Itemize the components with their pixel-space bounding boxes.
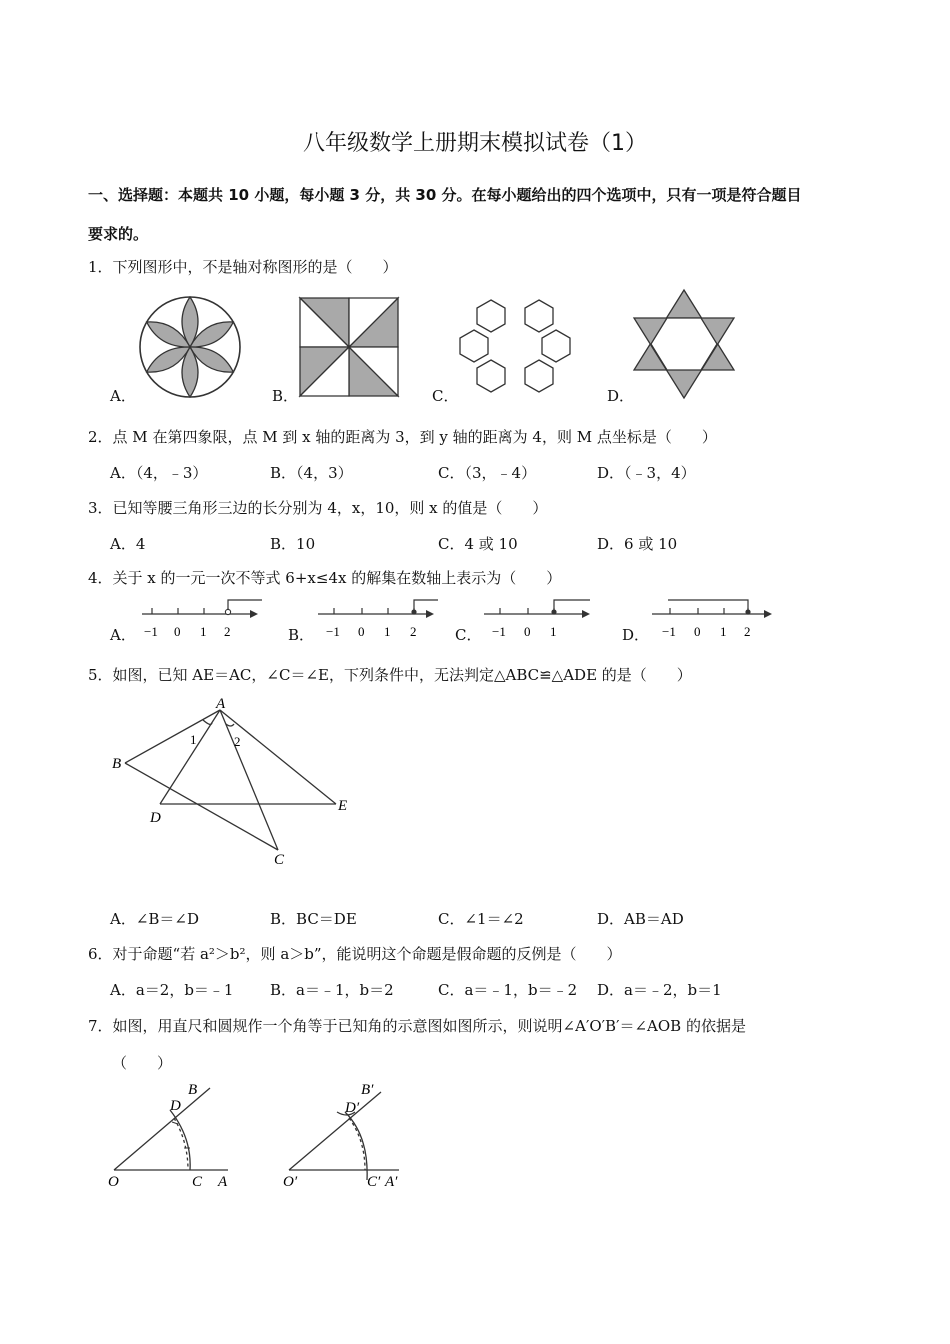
- q2-option-d: D．（﹣3，4）: [597, 464, 696, 482]
- q1-option-b: B．: [272, 387, 299, 405]
- q7-fig2-label-o: O′: [283, 1174, 298, 1190]
- q4-option-d: D．: [622, 626, 650, 644]
- q4-option-a: A．: [110, 626, 136, 644]
- q7-fig1-label-d: D: [170, 1098, 181, 1114]
- q7-figure-constructed-angle: [275, 1078, 425, 1193]
- q7-fig2-label-a: A′: [385, 1174, 398, 1190]
- q5-label-d: D: [150, 810, 161, 826]
- q6-option-d: D．a＝﹣2，b＝1: [597, 981, 722, 999]
- q1-figure-c-hexagons: [458, 298, 572, 394]
- q5-triangle-figure: [100, 690, 370, 870]
- q4-numberline-b: [316, 598, 441, 640]
- q7-answer-paren: （ ）: [112, 1054, 173, 1072]
- q3-option-c: C．4 或 10: [438, 535, 518, 553]
- q5-option-b: B．BC＝DE: [270, 910, 357, 928]
- q1-figure-b-pinwheel: [300, 298, 398, 396]
- q1-figure-d-star: [634, 290, 734, 398]
- section-header-line2: 要求的。: [88, 225, 149, 243]
- q5-label-a: A: [216, 696, 226, 712]
- q7-fig2-label-d: D′: [345, 1100, 360, 1116]
- q4b-tick-2: 2: [410, 624, 417, 639]
- q5-label-e: E: [338, 798, 348, 814]
- q5-stem: 5．如图，已知 AE＝AC，∠C＝∠E，下列条件中，无法判定△ABC≌△ADE 的是（ ）: [88, 666, 692, 684]
- q4b-tick-1: 1: [384, 624, 391, 639]
- q4d-tick-0: 0: [694, 624, 701, 639]
- q5-label-angle1: 1: [190, 732, 197, 747]
- section-header-line1: 一、选择题：本题共 10 小题，每小题 3 分，共 30 分。在每小题给出的四个选项中，只有一项是符合题目: [88, 186, 802, 204]
- q4c-tick-0: 0: [524, 624, 531, 639]
- q7-fig1-label-o: O: [108, 1174, 119, 1190]
- q5-label-c: C: [274, 852, 285, 868]
- q4b-tick-0: 0: [358, 624, 365, 639]
- q2-option-c: C．（3，﹣4）: [438, 464, 537, 482]
- q2-option-b: B．（4，3）: [270, 464, 353, 482]
- q7-fig2-label-b: B′: [361, 1082, 374, 1098]
- q4a-tick-neg1: −1: [144, 624, 158, 639]
- q4-numberline-d: [650, 598, 780, 640]
- q4a-tick-1: 1: [200, 624, 207, 639]
- q3-stem: 3．已知等腰三角形三边的长分别为 4，x，10，则 x 的值是（ ）: [88, 499, 548, 517]
- q4a-tick-0: 0: [174, 624, 181, 639]
- q4c-tick-1: 1: [550, 624, 557, 639]
- q6-option-c: C．a＝﹣1，b＝﹣2: [438, 981, 578, 999]
- q6-option-b: B．a＝﹣1，b＝2: [270, 981, 394, 999]
- q3-option-a: A．4: [110, 535, 146, 553]
- q1-option-a: A．: [110, 387, 136, 405]
- q4-numberline-c: [482, 598, 607, 640]
- q1-option-c: C．: [432, 387, 459, 405]
- q1-stem: 1．下列图形中，不是轴对称图形的是（ ）: [88, 258, 398, 276]
- q4a-tick-2: 2: [224, 624, 231, 639]
- q7-fig1-label-b: B: [188, 1082, 198, 1098]
- q4-numberline-a: [140, 598, 265, 640]
- q1-figure-a-flower: [138, 295, 242, 399]
- q4-option-c: C．: [455, 626, 482, 644]
- q3-option-d: D．6 或 10: [597, 535, 678, 553]
- q4c-tick-neg1: −1: [492, 624, 506, 639]
- q7-stem: 7．如图，用直尺和圆规作一个角等于已知角的示意图如图所示，则说明∠A′O′B′＝∠AOB 的依据是: [88, 1017, 746, 1035]
- q5-option-d: D．AB＝AD: [597, 910, 684, 928]
- q2-option-a: A．（4，﹣3）: [110, 464, 208, 482]
- q6-stem: 6．对于命题“若 a²＞b²，则 a＞b”，能说明这个命题是假命题的反例是（ ）: [88, 945, 622, 963]
- q5-label-angle2: 2: [234, 734, 241, 749]
- q4-stem: 4．关于 x 的一元一次不等式 6+x≤4x 的解集在数轴上表示为（ ）: [88, 569, 562, 587]
- q4d-tick-neg1: −1: [662, 624, 676, 639]
- q7-figure-original-angle: [100, 1078, 250, 1193]
- q7-fig1-label-a: A: [218, 1174, 228, 1190]
- q3-option-b: B．10: [270, 535, 316, 553]
- q7-fig1-label-c: C: [192, 1174, 203, 1190]
- q4-option-b: B．: [288, 626, 315, 644]
- q5-label-b: B: [112, 756, 122, 772]
- q6-option-a: A．a＝2，b＝﹣1: [110, 981, 234, 999]
- q5-option-a: A．∠B＝∠D: [110, 910, 200, 928]
- q2-stem: 2．点 M 在第四象限，点 M 到 x 轴的距离为 3，到 y 轴的距离为 4，则 M 点坐标是（ ）: [88, 428, 717, 446]
- q4b-tick-neg1: −1: [326, 624, 340, 639]
- q4d-tick-1: 1: [720, 624, 727, 639]
- q4d-tick-2: 2: [744, 624, 751, 639]
- q1-option-d: D．: [607, 387, 635, 405]
- page-title: 八年级数学上册期末模拟试卷（1）: [303, 131, 647, 156]
- q5-option-c: C．∠1＝∠2: [438, 910, 524, 928]
- q7-fig2-label-c: C′: [367, 1174, 381, 1190]
